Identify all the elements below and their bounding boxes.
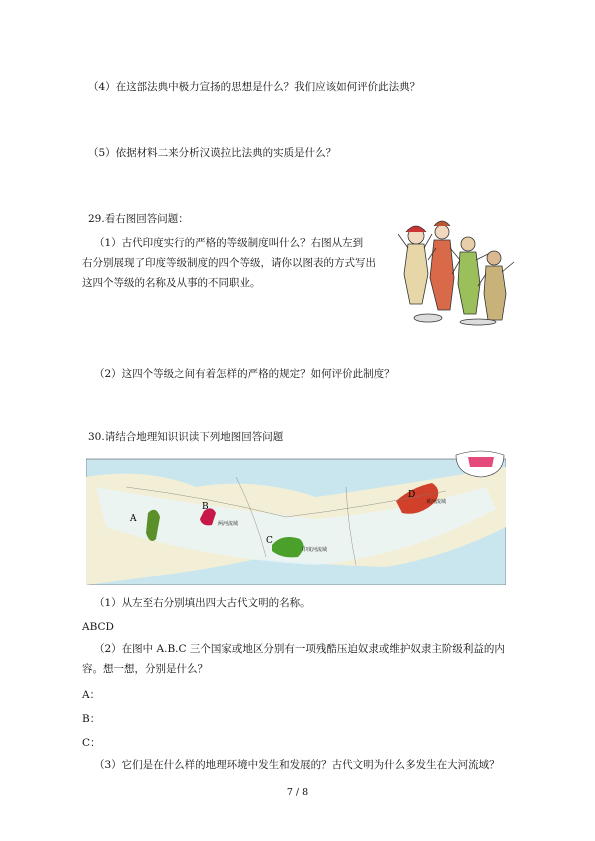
- question-29-1-line-1: （1）古代印度实行的严格的等级制度叫什么？右图从左到: [94, 237, 364, 249]
- answer-a: A：: [82, 689, 101, 701]
- question-30-3: （3）它们是在什么样的地理环境中发生和发展的？古代文明为什么多发生在大河流域？: [94, 759, 500, 771]
- answer-b: B：: [82, 713, 101, 725]
- answer-c: C：: [82, 737, 101, 749]
- map-label-c: C: [266, 536, 273, 546]
- map-label-b: B: [202, 502, 209, 512]
- caste-figures-illustration: [398, 214, 516, 326]
- question-30-2-line-2: 容。想一想，分别是什么？: [82, 663, 208, 675]
- question-5: （5）依据材料二来分析汉谟拉比法典的实质是什么？: [88, 147, 337, 159]
- ancient-civilizations-map: [86, 447, 506, 585]
- map-region-mesopotamia: 两河流域: [218, 521, 239, 527]
- question-29-1-line-2: 右分别展现了印度等级制度的四个等级，请你以图表的方式写出: [82, 257, 376, 269]
- map-label-d: D: [408, 490, 416, 500]
- question-4: （4）在这部法典中极力宣扬的思想是什么？我们应该如何评价此法典？: [88, 81, 421, 93]
- page-number: 7 / 8: [286, 787, 309, 798]
- question-30-2-line-1: （2）在图中 A.B.C 三个国家或地区分别有一项残酷压迫奴隶或维护奴隶主阶级利益的内: [94, 643, 505, 655]
- question-29-2: （2）这四个等级之间有着怎样的严格的规定？如何评价此制度？: [94, 368, 395, 380]
- question-30-title: 30.请结合地理知识识读下列地图回答问题: [88, 431, 284, 443]
- map-region-yellow-river: 黄河流域: [426, 499, 447, 505]
- map-region-indus: 印度河流域: [302, 547, 328, 553]
- question-29-1-line-3: 这四个等级的名称及从事的不同职业。: [82, 277, 261, 289]
- question-30-1: （1）从左至右分别填出四大古代文明的名称。: [94, 597, 311, 609]
- map-label-a: A: [130, 514, 137, 524]
- answer-abcd: ABCD: [82, 621, 114, 633]
- question-29-title: 29.看右图回答问题：: [88, 213, 189, 225]
